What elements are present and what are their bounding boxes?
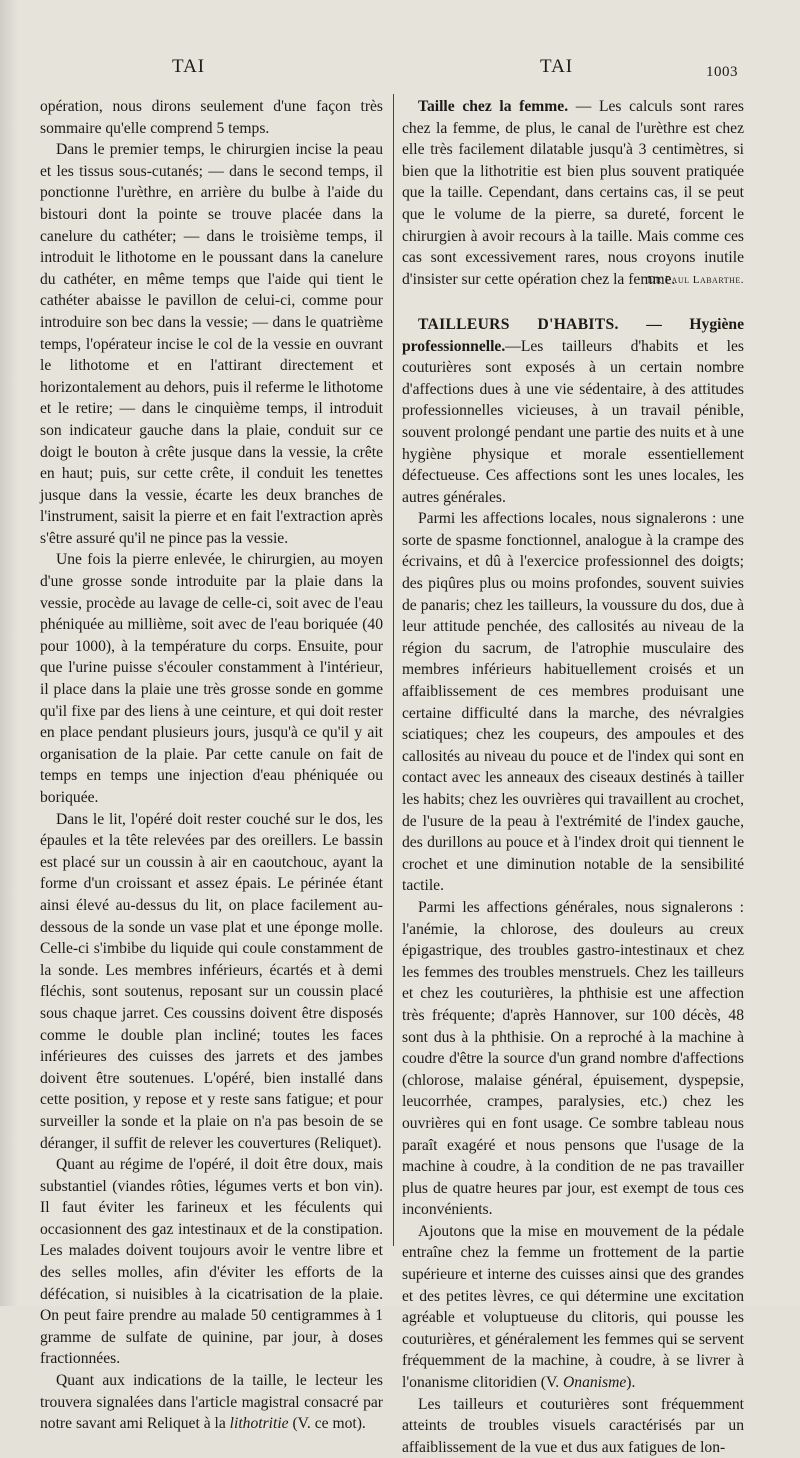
paragraph-text: Quant aux indications de la taille, le lecteur les trouvera signalées dans l'article magistral consacré par notre savant ami Reliquet à la: [40, 1372, 383, 1433]
paragraph: Parmi les affections générales, nous signalerons : l'anémie, la chlorose, des douleurs au creux épigastrique, des troubles gastro-intestinaux et chez les femmes des troubles menstruels. Chez les tailleurs et chez les couturières, la phthisie est une affection très fréquente; d'après Hannover, sur 100 décès, 48 sont dus à la phthisie. On a reproché à la machine à coudre d'être la source d'un grand nombre d'affections (chlorose, malaise général, épuisement, dyspepsie, leucorrhée, crampes, paralysies, etc.) chez les ouvrières qui en font usage. Ce sombre tableau nous paraît exagéré et nous pensons que l'usage de la machine à coudre, à la condition de ne pas travailler plus de quatre heures par jour, est exempt de tous ces inconvénients.: [402, 898, 744, 1219]
paragraph: Les tailleurs et couturières sont fréquemment atteints de troubles visuels caractérisés par un affaiblissement de la vue et dus aux fatigues de lon-: [402, 1395, 744, 1456]
column-divider: [393, 94, 394, 1246]
entry-subheading: — Hygiène professionnelle.: [402, 315, 744, 355]
paragraph-text: ).: [626, 1374, 636, 1392]
paragraph: [402, 96, 744, 290]
spacer: [402, 302, 744, 314]
paragraph: Quant au régime de l'opéré, il doit être doux, mais substantiel (viandes rôties, légumes verts et bon vin). Il faut éviter les farineux et les féculents qui occasionnent des gaz intestinaux et de la constipation. Les malades doivent toujours avoir le ventre libre et des selles molles, afin d'éviter les efforts de la défécation, si nuisibles à la cicatrisation de la plaie. On peut faire prendre au malade 50 centigrammes à 1 gramme de sulfate de quinine, par jour, à doses fractionnées.: [40, 1156, 383, 1368]
paragraph: Dans le premier temps, le chirurgien incise la peau et les tissus sous-cutanés; — dans le second temps, il ponctionne l'urèthre, en arrière du bulbe à l'aide du bistouri dont la pointe se trouve placée dans la canelure du cathéter; — dans le troisième temps, il introduit le lithotome en le poussant dans la canelure du cathéter, en même temps que l'aide qui tient le cathéter abaisse le pavillon de celui-ci, comme pour introduire son bec dans la vessie; — dans le quatrième temps, l'opérateur incise le col de la vessie en ouvrant le lithotome et en l'attirant directement et horizontalement au dehors, puis il referme le lithotome et le retire; — dans le cinquième temps, il introduit son indicateur gauche dans la plaie, conduit sur ce doigt le bouton à crête jusque dans la vessie, la crête en haut; puis, sur cette crête, il conduit les tenettes jusque dans la vessie, écarte les deux branches de l'instrument, saisit la pierre et en fait l'extraction après s'être assuré qu'il ne pince pas la vessie.: [40, 141, 383, 547]
paragraph: [402, 314, 744, 508]
page-number: 1003: [706, 64, 738, 80]
paragraph: [402, 1221, 744, 1394]
section-heading: Taille chez la femme.: [418, 98, 569, 115]
paragraph: Dans le lit, l'opéré doit rester couché sur le dos, les épaules et la tête relevées par des oreillers. Le bassin est placé sur un coussin à air en caoutchouc, ayant la forme d'un croissant et assez épais. Le périnée étant ainsi élevé au-dessus du lit, on place facilement au-dessous de la sonde un vase plat et une éponge molle. Celle-ci s'imbibe du liquide qui coule constamment de la sonde. Les membres inférieurs, écartés et à demi fléchis, sont soutenus, reposant sur un coussin placé sous chaque jarret. Ces coussins doivent être disposés comme le double plan incliné; toutes les faces inférieures des cuisses des jarrets et des jambes doivent être soutenues. L'opéré, bien installé dans cette position, y repose et y reste sans fatigue; et pour surveiller la sonde et la plaie on n'a pas besoin de se déranger, il suffit de relever les couvertures (Reliquet).: [40, 810, 383, 1152]
paragraph: opération, nous dirons seulement d'une façon très sommaire qu'elle comprend 5 temps.: [40, 98, 383, 137]
cross-reference: Onanisme: [563, 1374, 627, 1392]
running-head-left: TAI: [172, 56, 206, 77]
left-column: [40, 96, 383, 1435]
cross-reference: lithotritie: [229, 1415, 289, 1433]
paragraph: Parmi les affections locales, nous signalerons : une sorte de spasme fonctionnel, analogue à la crampe des écrivains, et dû à l'exercice professionnel des doigts; des piqûres plus ou moins profondes, souvent suivies de panaris; chez les tailleurs, la voussure du dos, due à leur attitude penchée, des callosités au niveau de la région du sacrum, de l'atrophie musculaire des membres inférieurs habituellement croisés et un affaiblissement de ces membres produisant une certaine difficulté dans la marche, des névralgies sciatiques; chez les coupeurs, des ampoules et des callosités au niveau du pouce et de l'index qui sont en contact avec les anneaux des ciseaux destinés à tailler les habits; chez les ouvrières qui travaillent au crochet, de l'usure de la peau à l'extrémité de l'index gauche, des durillons au pouce et à l'index droit qui tiennent le crochet et une diminution notable de la sensibilité tactile.: [402, 510, 744, 895]
paragraph-text: Ajoutons que la mise en mouvement de la pédale entraîne chez la femme un frottement de la partie supérieure et interne des cuisses ainsi que des grandes et des petites lèvres, ce qui détermine une excitation agréable et voluptueuse du clitoris, qui pousse les couturières, et généralement les femmes qui se servent fréquemment de la machine, à coudre, à se livrer à l'onanisme clitoridien (V.: [402, 1222, 744, 1392]
running-head-right: TAI: [540, 56, 574, 77]
paragraph-text: — Les calculs sont rares chez la femme, de plus, le canal de l'urèthre est chez elle très facilement dilatable jusqu'à 3 centimètres, si bien que la lithotritie est bien plus souvent pratiquée que la taille. Cependant, dans certains cas, il se peut que le volume de la pierre, sa dureté, forcent le chirurgien à avoir recours à la taille. Mais comme ces cas sont excessivement rares, nous croyons inutile d'insister sur cette opération chez la femme.: [402, 98, 745, 288]
paragraph-text: (V. ce mot).: [288, 1415, 366, 1433]
right-column: [402, 96, 744, 1458]
paragraph: Une fois la pierre enlevée, le chirurgien, au moyen d'une grosse sonde introduite par la plaie dans la vessie, procède au lavage de celle-ci, soit avec de l'eau phéniquée au millième, soit avec de l'eau boriquée (40 pour 1000), à la température du corps. Ensuite, pour que l'urine puisse s'écouler constamment à l'intérieur, il place dans la plaie une très grosse sonde en gomme qu'il fixe par des liens à une ceinture, et qui doit rester en place pendant plusieurs jours, jusqu'à ce qu'il y ait organisation de la plaie. Par cette canule on fait de temps en temps une injection d'eau phéniquée ou boriquée.: [40, 551, 383, 806]
author-signature: Dr Paul Labarthe.: [647, 274, 744, 287]
paragraph: [40, 1370, 383, 1435]
paragraph-text: —Les tailleurs d'habits et les couturières sont exposés à un certain nombre d'affections dues à une vie sédentaire, à des attitudes professionnelles vicieuses, à un travail pénible, souvent prolongé pendant une partie des nuits et à une hygiène physique et morale essentiellement défectueuse. Ces affections sont les unes locales, les autres générales.: [402, 337, 744, 506]
entry-heading: TAILLEURS D'HABITS.: [418, 315, 619, 333]
